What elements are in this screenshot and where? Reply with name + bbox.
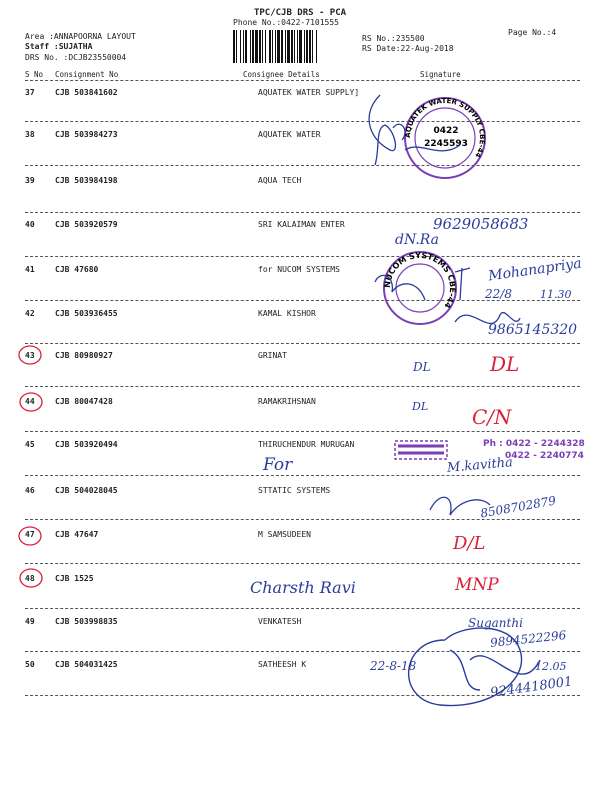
row-consignment-number: CJB 47680: [55, 265, 99, 274]
row-serial-number: 48: [25, 574, 35, 583]
col-sno: S No: [25, 70, 44, 79]
row-serial-number: 37: [25, 88, 35, 97]
hand-r50-date: 22-8-18: [370, 659, 417, 673]
row-consignment-number: CJB 503998835: [55, 617, 118, 626]
svg-text:NUCOM SYSTEMS CBE-44: [383, 251, 457, 310]
row-serial-number: 47: [25, 530, 35, 539]
nucom-stamp: [383, 251, 457, 324]
row-consignment-number: CJB 47647: [55, 530, 99, 539]
row-consignee-name: AQUATEK WATER SUPPLY]: [258, 88, 360, 97]
row-serial-number: 39: [25, 176, 35, 185]
row-consignee-name: M SAMSUDEEN: [258, 530, 311, 539]
hand-r41-time: 11.30: [540, 288, 572, 301]
hand-r50-phone: 9244418001: [489, 674, 574, 701]
row-serial-number: 41: [25, 265, 35, 274]
row-consignee-name: AQUA TECH: [258, 176, 302, 185]
aquatek-phone2: 2245593: [424, 139, 468, 149]
hand-r40-phone: 9629058683: [433, 215, 529, 233]
staff-name: SUJATHA: [58, 42, 93, 51]
col-consignment: Consignment No: [55, 70, 119, 79]
row-divider: [25, 121, 580, 122]
staff-label: Staff :: [25, 42, 59, 51]
hand-r45-for: For: [263, 455, 293, 475]
row-divider: [25, 475, 580, 476]
row-consignee-name: KAMAL KISHOR: [258, 309, 316, 318]
hand-r44-dl: DL: [412, 400, 429, 413]
page-number: Page No.:4: [508, 28, 557, 37]
row-divider: [25, 212, 580, 213]
hand-r48-mnp: MNP: [455, 575, 499, 595]
signature-scribble-38: [369, 95, 460, 165]
row-consignment-number: CJB 80047428: [55, 397, 113, 406]
document-title: TPC/CJB DRS - PCA: [253, 8, 347, 18]
row-consignment-number: CJB 504031425: [55, 660, 118, 669]
row-consignment-number: CJB 504028045: [55, 486, 118, 495]
hand-r49-phone: 9894522296: [489, 628, 567, 650]
hand-r43-dl1: DL: [413, 360, 431, 374]
aquatek-ring-text: AQUATEK WATER SUPPLY CBE-44: [403, 96, 487, 159]
hand-r45-sig: M.kavitha: [446, 455, 514, 476]
hand-r47-dl: D/L: [453, 533, 486, 554]
hand-r50-time: 12.05: [535, 660, 567, 673]
svg-text:AQUATEK WATER SUPPLY CBE-44: [404, 97, 486, 159]
staff-line: [25, 42, 92, 51]
row-serial-number: 44: [25, 397, 35, 406]
row-divider: [25, 519, 580, 520]
rs-number: RS No.:235500: [362, 34, 425, 43]
row-consignment-number: CJB 503920579: [55, 220, 118, 229]
thiru-stamp: [395, 441, 447, 459]
hand-r48-name: Charsth Ravi: [250, 578, 356, 597]
row-serial-number: 40: [25, 220, 35, 229]
row-consignee-name: GRINAT: [258, 351, 287, 360]
row-divider: [25, 563, 580, 564]
hand-r44-cln: C/N: [472, 405, 512, 429]
hand-r46-phone: 8508702879: [479, 493, 557, 521]
thiru-stamp-phone1: Ph : 0422 - 2244328: [483, 439, 585, 449]
hand-r41-name: Mohanapriya: [487, 255, 583, 285]
thiru-stamp-phone2: 0422 - 2240774: [505, 451, 584, 461]
barcode-image: [232, 30, 356, 63]
row-divider: [25, 608, 580, 609]
row-serial-number: 38: [25, 130, 35, 139]
row-divider: [25, 386, 580, 387]
area-label: Area :ANNAPOORNA LAYOUT: [25, 32, 136, 41]
row-serial-number: 45: [25, 440, 35, 449]
row-consignment-number: CJB 80980927: [55, 351, 113, 360]
hand-r43-dl2: DL: [490, 352, 520, 376]
row-serial-number: 43: [25, 351, 35, 360]
row-divider: [25, 651, 580, 652]
row-consignment-number: CJB 503920494: [55, 440, 118, 449]
row-serial-number: 49: [25, 617, 35, 626]
row-divider: [25, 256, 580, 257]
hand-r41-date: 22/8: [485, 287, 512, 301]
hand-r42-phone: 9865145320: [488, 322, 578, 338]
row-consignee-name: for NUCOM SYSTEMS: [258, 265, 340, 274]
col-consignee: Consignee Details: [243, 70, 320, 79]
signature-scribble-41: [375, 268, 470, 300]
row-consignee-name: SRI KALAIMAN ENTER: [258, 220, 345, 229]
aquatek-phone1: 0422: [433, 126, 459, 136]
row-consignment-number: CJB 503984273: [55, 130, 118, 139]
row-consignee-name: THIRUCHENDUR MURUGAN: [258, 440, 355, 449]
row-divider: [25, 165, 580, 166]
row-serial-number: 50: [25, 660, 35, 669]
row-consignee-name: RAMAKRIHSNAN: [258, 397, 316, 406]
row-consignment-number: CJB 503936455: [55, 309, 118, 318]
header-divider: [25, 80, 580, 81]
row-divider: [25, 343, 580, 344]
row-consignee-name: SATHEESH K: [258, 660, 307, 669]
row-consignee-name: AQUATEK WATER: [258, 130, 321, 139]
row-serial-number: 46: [25, 486, 35, 495]
drs-number: DRS No. :DCJB23550004: [25, 53, 127, 62]
row-consignee-name: STTATIC SYSTEMS: [258, 486, 331, 495]
row-consignment-number: CJB 503841602: [55, 88, 118, 97]
hand-r40-sig: dN.Ra: [395, 232, 439, 248]
nucom-ring-text: NUCOM SYSTEMS CBE-44: [382, 250, 458, 310]
row-consignment-number: CJB 1525: [55, 574, 94, 583]
row-serial-number: 42: [25, 309, 35, 318]
row-consignment-number: CJB 503984198: [55, 176, 118, 185]
office-phone: Phone No.:0422-7101555: [233, 18, 339, 27]
hand-r49-name: Suganthi: [468, 616, 523, 630]
col-signature: Signature: [420, 70, 461, 79]
rs-date: RS Date:22-Aug-2018: [362, 44, 454, 53]
row-divider: [25, 431, 580, 432]
row-consignee-name: VENKATESH: [258, 617, 302, 626]
